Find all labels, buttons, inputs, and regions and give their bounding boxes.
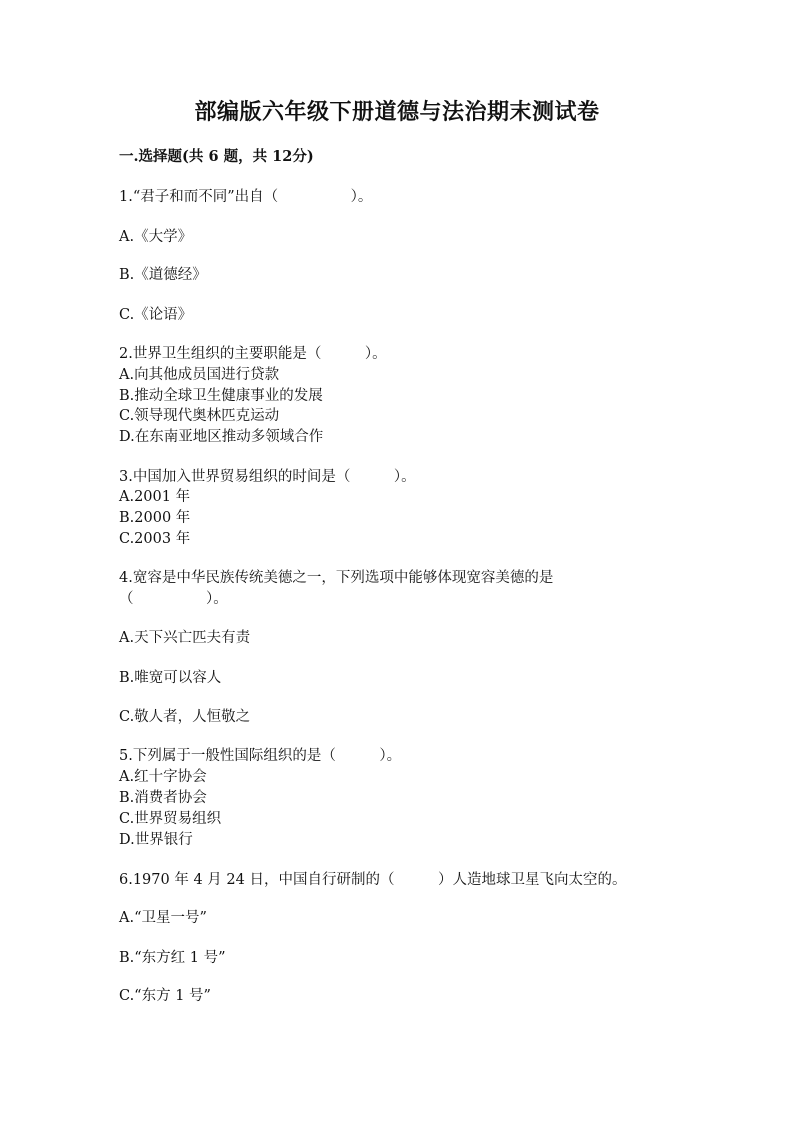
question-5-stem: 5.下列属于一般性国际组织的是（ ）。 xyxy=(119,748,402,764)
question-3-option-c: C.2003 年 xyxy=(119,531,191,547)
question-2-option-a: A.向其他成员国进行贷款 xyxy=(119,367,280,383)
question-5-option-b: B.消费者协会 xyxy=(119,790,207,806)
question-3-stem: 3.中国加入世界贸易组织的时间是（ ）。 xyxy=(119,469,416,485)
question-5-option-d: D.世界银行 xyxy=(119,832,193,848)
question-5-option-a: A.红十字协会 xyxy=(119,769,207,785)
question-6-option-a: A.“卫星一号” xyxy=(119,910,207,926)
question-2-option-b: B.推动全球卫生健康事业的发展 xyxy=(119,388,323,404)
question-1-option-a: A.《大学》 xyxy=(119,229,193,245)
question-3-option-b: B.2000 年 xyxy=(119,510,191,526)
page-title: 部编版六年级下册道德与法治期末测试卷 xyxy=(194,99,600,125)
question-3-option-a: A.2001 年 xyxy=(119,489,191,505)
question-6-option-c: C.“东方 1 号” xyxy=(119,988,211,1004)
section-heading: 一.选择题(共 6 题，共 12分) xyxy=(119,148,314,165)
question-4-option-c: C.敬人者，人恒敬之 xyxy=(119,709,251,725)
question-6-option-b: B.“东方红 1 号” xyxy=(119,950,226,966)
question-1-stem: 1.“君子和而不同”出自（ ）。 xyxy=(119,189,373,205)
question-2-stem: 2.世界卫生组织的主要职能是（ ）。 xyxy=(119,346,387,362)
question-4-option-a: A.天下兴亡匹夫有责 xyxy=(119,630,251,646)
question-2-option-d: D.在东南亚地区推动多领域合作 xyxy=(119,429,324,445)
question-1-option-b: B.《道德经》 xyxy=(119,267,207,283)
question-2-option-c: C.领导现代奥林匹克运动 xyxy=(119,408,280,424)
question-4-stem: 4.宽容是中华民族传统美德之一，下列选项中能够体现宽容美德的是 xyxy=(119,570,554,586)
question-6-stem: 6.1970 年 4 月 24 日，中国自行研制的（ ）人造地球卫星飞向太空的。 xyxy=(119,872,627,888)
question-1-option-c: C.《论语》 xyxy=(119,307,193,323)
question-4-option-b: B.唯宽可以容人 xyxy=(119,670,222,686)
question-4-stem-continued: （ ）。 xyxy=(119,591,228,607)
question-5-option-c: C.世界贸易组织 xyxy=(119,811,222,827)
